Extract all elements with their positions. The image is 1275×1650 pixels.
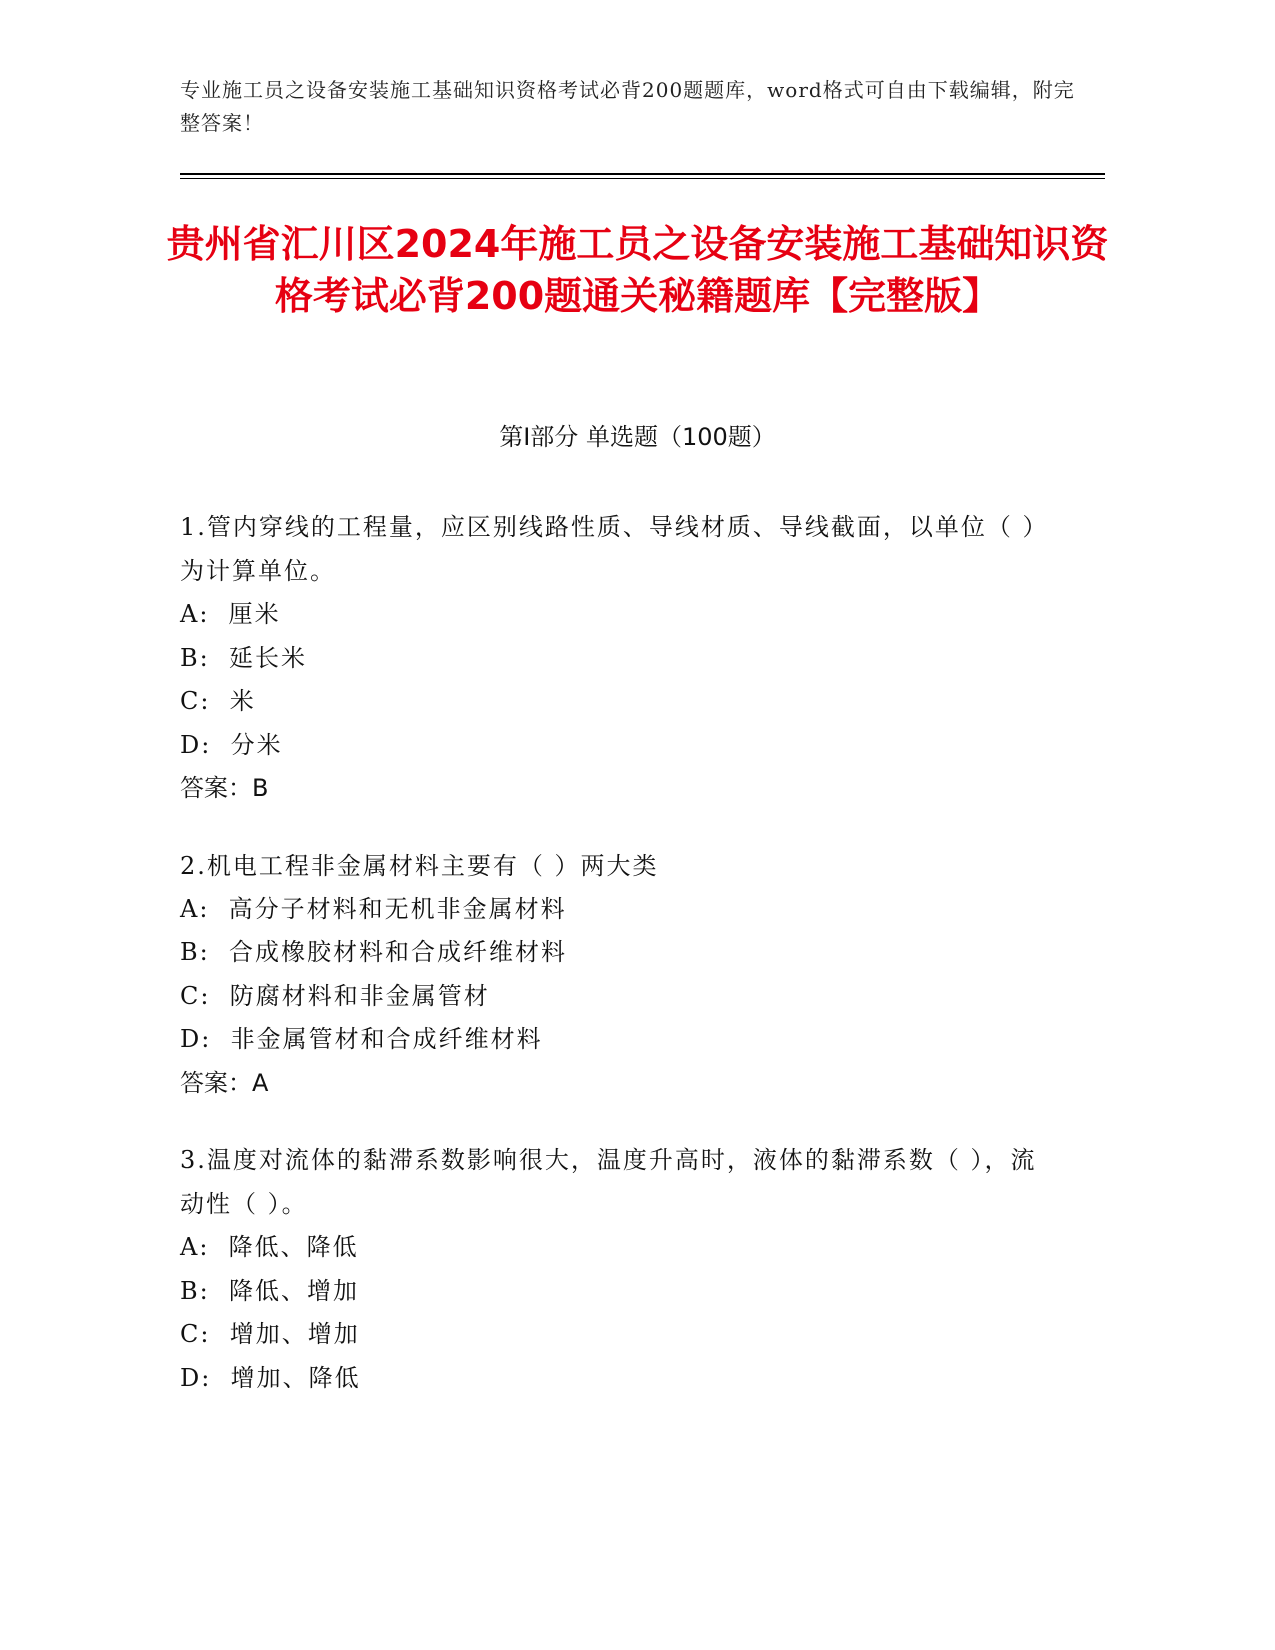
header-rule-thick: [180, 173, 1105, 175]
option-d: D: 增加、降低: [180, 1363, 361, 1392]
option-c: C: 米: [180, 687, 256, 715]
option-a: A: 厘米: [180, 600, 281, 628]
document-title: 贵州省汇川区2024年施工员之设备安装施工基础知识资格考试必背200题通关秘籍题库【完整版】: [166, 222, 1109, 318]
option-d: D: 非金属管材和合成纤维材料: [180, 1025, 543, 1053]
question-list: [180, 505, 1050, 1433]
option-a: A: 高分子材料和无机非金属材料: [180, 894, 567, 923]
option-a: A: 降低、降低: [180, 1233, 359, 1261]
question-stem: 2.机电工程非金属材料主要有（ ）两大类: [180, 851, 659, 880]
header-note: 专业施工员之设备安装施工基础知识资格考试必背200题题库，word格式可自由下载编辑，附完整答案！: [180, 78, 1075, 135]
question-stem: 1.管内穿线的工程量，应区别线路性质、导线材质、导线截面，以单位（ ）为计算单位。: [180, 513, 1049, 585]
question-2: [180, 844, 1050, 1106]
answer-line: 答案：B: [180, 774, 269, 802]
option-c: C: 增加、增加: [180, 1320, 360, 1348]
header-rule-thin: [180, 178, 1105, 179]
question-3: [180, 1138, 1050, 1400]
option-b: B: 合成橡胶材料和合成纤维材料: [180, 938, 567, 966]
option-b: B: 降低、增加: [180, 1276, 359, 1305]
section-heading: 第I部分 单选题（100题）: [499, 423, 776, 451]
question-1: [180, 505, 1050, 811]
answer-line: 答案：A: [180, 1068, 269, 1097]
option-c: C: 防腐材料和非金属管材: [180, 981, 490, 1010]
question-stem: 3.温度对流体的黏滞系数影响很大，温度升高时，液体的黏滞系数（ ），流动性（ ）。: [180, 1146, 1037, 1218]
option-b: B: 延长米: [180, 643, 307, 672]
option-d: D: 分米: [180, 730, 283, 759]
